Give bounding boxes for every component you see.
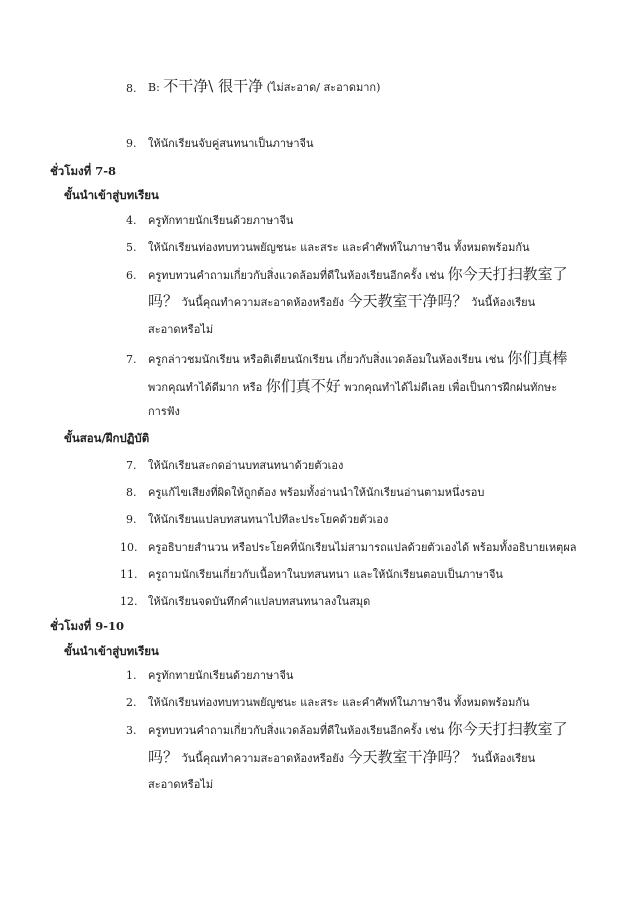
- item-number: 6.: [126, 269, 137, 282]
- thai-text: ครูกล่าวชมนักเรียน หรือติเตียนนักเรียน เกี่ยวกับสิ่งแวดล้อมในห้องเรียน เช่น: [148, 353, 504, 366]
- thai-text: ครูทบทวนคำถามเกี่ยวกับสิ่งแวดล้อมที่ดีในห้องเรียนอีกครั้ง เช่น: [148, 724, 445, 737]
- thai-text: ครูทบทวนคำถามเกี่ยวกับสิ่งแวดล้อมที่ดีในห้องเรียนอีกครั้ง เช่น: [148, 269, 445, 282]
- chinese-phrase: 你们真不好: [265, 377, 341, 395]
- speaker-label: B:: [148, 81, 160, 94]
- item-text-continued: [148, 749, 535, 767]
- chinese-phrase: 你们真棒: [507, 349, 568, 367]
- item-text: ให้นักเรียนแปลบทสนทนาไปทีละประโยคด้วยตัวเอง: [148, 513, 389, 526]
- item-number: 9.: [126, 513, 137, 526]
- item-text-continued: [148, 378, 557, 396]
- item-number: 3.: [126, 724, 137, 737]
- thai-text: พวกคุณทำได้ดีมาก หรือ: [148, 381, 263, 394]
- item-text: ครูทักทายนักเรียนด้วยภาษาจีน: [148, 214, 294, 227]
- item-text: ให้นักเรียนท่องทบทวนพยัญชนะ และสระ และคำศัพท์ในภาษาจีน ทั้งหมดพร้อมกัน: [148, 241, 530, 254]
- chinese-phrase: 你今天打扫教室了: [447, 265, 568, 283]
- item-number: 11.: [120, 568, 138, 581]
- thai-text: วันนี้คุณทำความสะอาดห้องหรือยัง: [181, 752, 345, 765]
- thai-text: วันนี้ห้องเรียน: [471, 752, 536, 765]
- item-number: 12.: [120, 595, 138, 608]
- item-text: ครูแก้ไขเสียงที่ผิดให้ถูกต้อง พร้อมทั้งอ่านนำให้นักเรียนอ่านตามหนึ่งรอบ: [148, 486, 485, 499]
- item-text: ให้นักเรียนจับคู่สนทนาเป็นภาษาจีน: [148, 137, 314, 150]
- dialogue-line: [148, 78, 380, 96]
- item-number: 5.: [126, 241, 137, 254]
- item-text: ให้นักเรียนจดบันทึกคำแปลบทสนทนาลงในสมุด: [148, 595, 371, 608]
- item-text: [148, 266, 568, 284]
- item-number: 1.: [126, 669, 137, 682]
- item-number: 7.: [126, 459, 137, 472]
- subsection-heading: ขั้นสอน/ฝึกปฏิบัติ: [64, 431, 150, 445]
- thai-text: วันนี้ห้องเรียน: [471, 296, 536, 309]
- item-number: 2.: [126, 696, 137, 709]
- item-text: ครูถามนักเรียนเกี่ยวกับเนื้อหาในบทสนทนา และให้นักเรียนตอบเป็นภาษาจีน: [148, 568, 503, 581]
- item-text-continued: สะอาดหรือไม่: [148, 323, 214, 336]
- section-heading: ชั่วโมงที่ 7-8: [50, 164, 116, 178]
- item-text: ครูทักทายนักเรียนด้วยภาษาจีน: [148, 669, 294, 682]
- item-text: [148, 721, 568, 739]
- subsection-heading: ขั้นนำเข้าสู่บทเรียน: [64, 644, 159, 658]
- chinese-phrase: 吗？: [148, 292, 179, 310]
- chinese-phrase: 今天教室干净吗？: [347, 292, 468, 310]
- chinese-phrase: 你今天打扫教室了: [447, 720, 568, 738]
- thai-text: พวกคุณทำได้ไม่ดีเลย เพื่อเป็นการฝึกฝนทักษะ: [344, 381, 558, 394]
- item-text: ให้นักเรียนท่องทบทวนพยัญชนะ และสระ และคำศัพท์ในภาษาจีน ทั้งหมดพร้อมกัน: [148, 696, 530, 709]
- item-number: 9.: [126, 137, 137, 150]
- item-text: [148, 350, 567, 368]
- section-heading: ชั่วโมงที่ 9-10: [50, 619, 124, 633]
- item-text-continued: [148, 293, 535, 311]
- item-number: 4.: [126, 214, 137, 227]
- item-number: 8.: [126, 486, 137, 499]
- chinese-phrase: 不干净\ 很干净: [163, 77, 264, 95]
- item-number: 8.: [126, 82, 137, 95]
- thai-translation: (ไม่สะอาด/ สะอาดมาก): [266, 81, 381, 94]
- chinese-phrase: 吗？: [148, 748, 179, 766]
- item-text-continued: สะอาดหรือไม่: [148, 778, 214, 791]
- item-number: 7.: [126, 353, 137, 366]
- item-text: ให้นักเรียนสะกดอ่านบทสนทนาด้วยตัวเอง: [148, 459, 344, 472]
- item-number: 10.: [120, 541, 138, 554]
- subsection-heading: ขั้นนำเข้าสู่บทเรียน: [64, 188, 159, 202]
- chinese-phrase: 今天教室干净吗？: [347, 748, 468, 766]
- item-text-continued: การฟัง: [148, 405, 180, 418]
- item-text: ครูอธิบายสำนวน หรือประโยคที่นักเรียนไม่สามารถแปลด้วยตัวเองได้ พร้อมทั้งอธิบายเหตุผล: [148, 541, 577, 554]
- thai-text: วันนี้คุณทำความสะอาดห้องหรือยัง: [181, 296, 345, 309]
